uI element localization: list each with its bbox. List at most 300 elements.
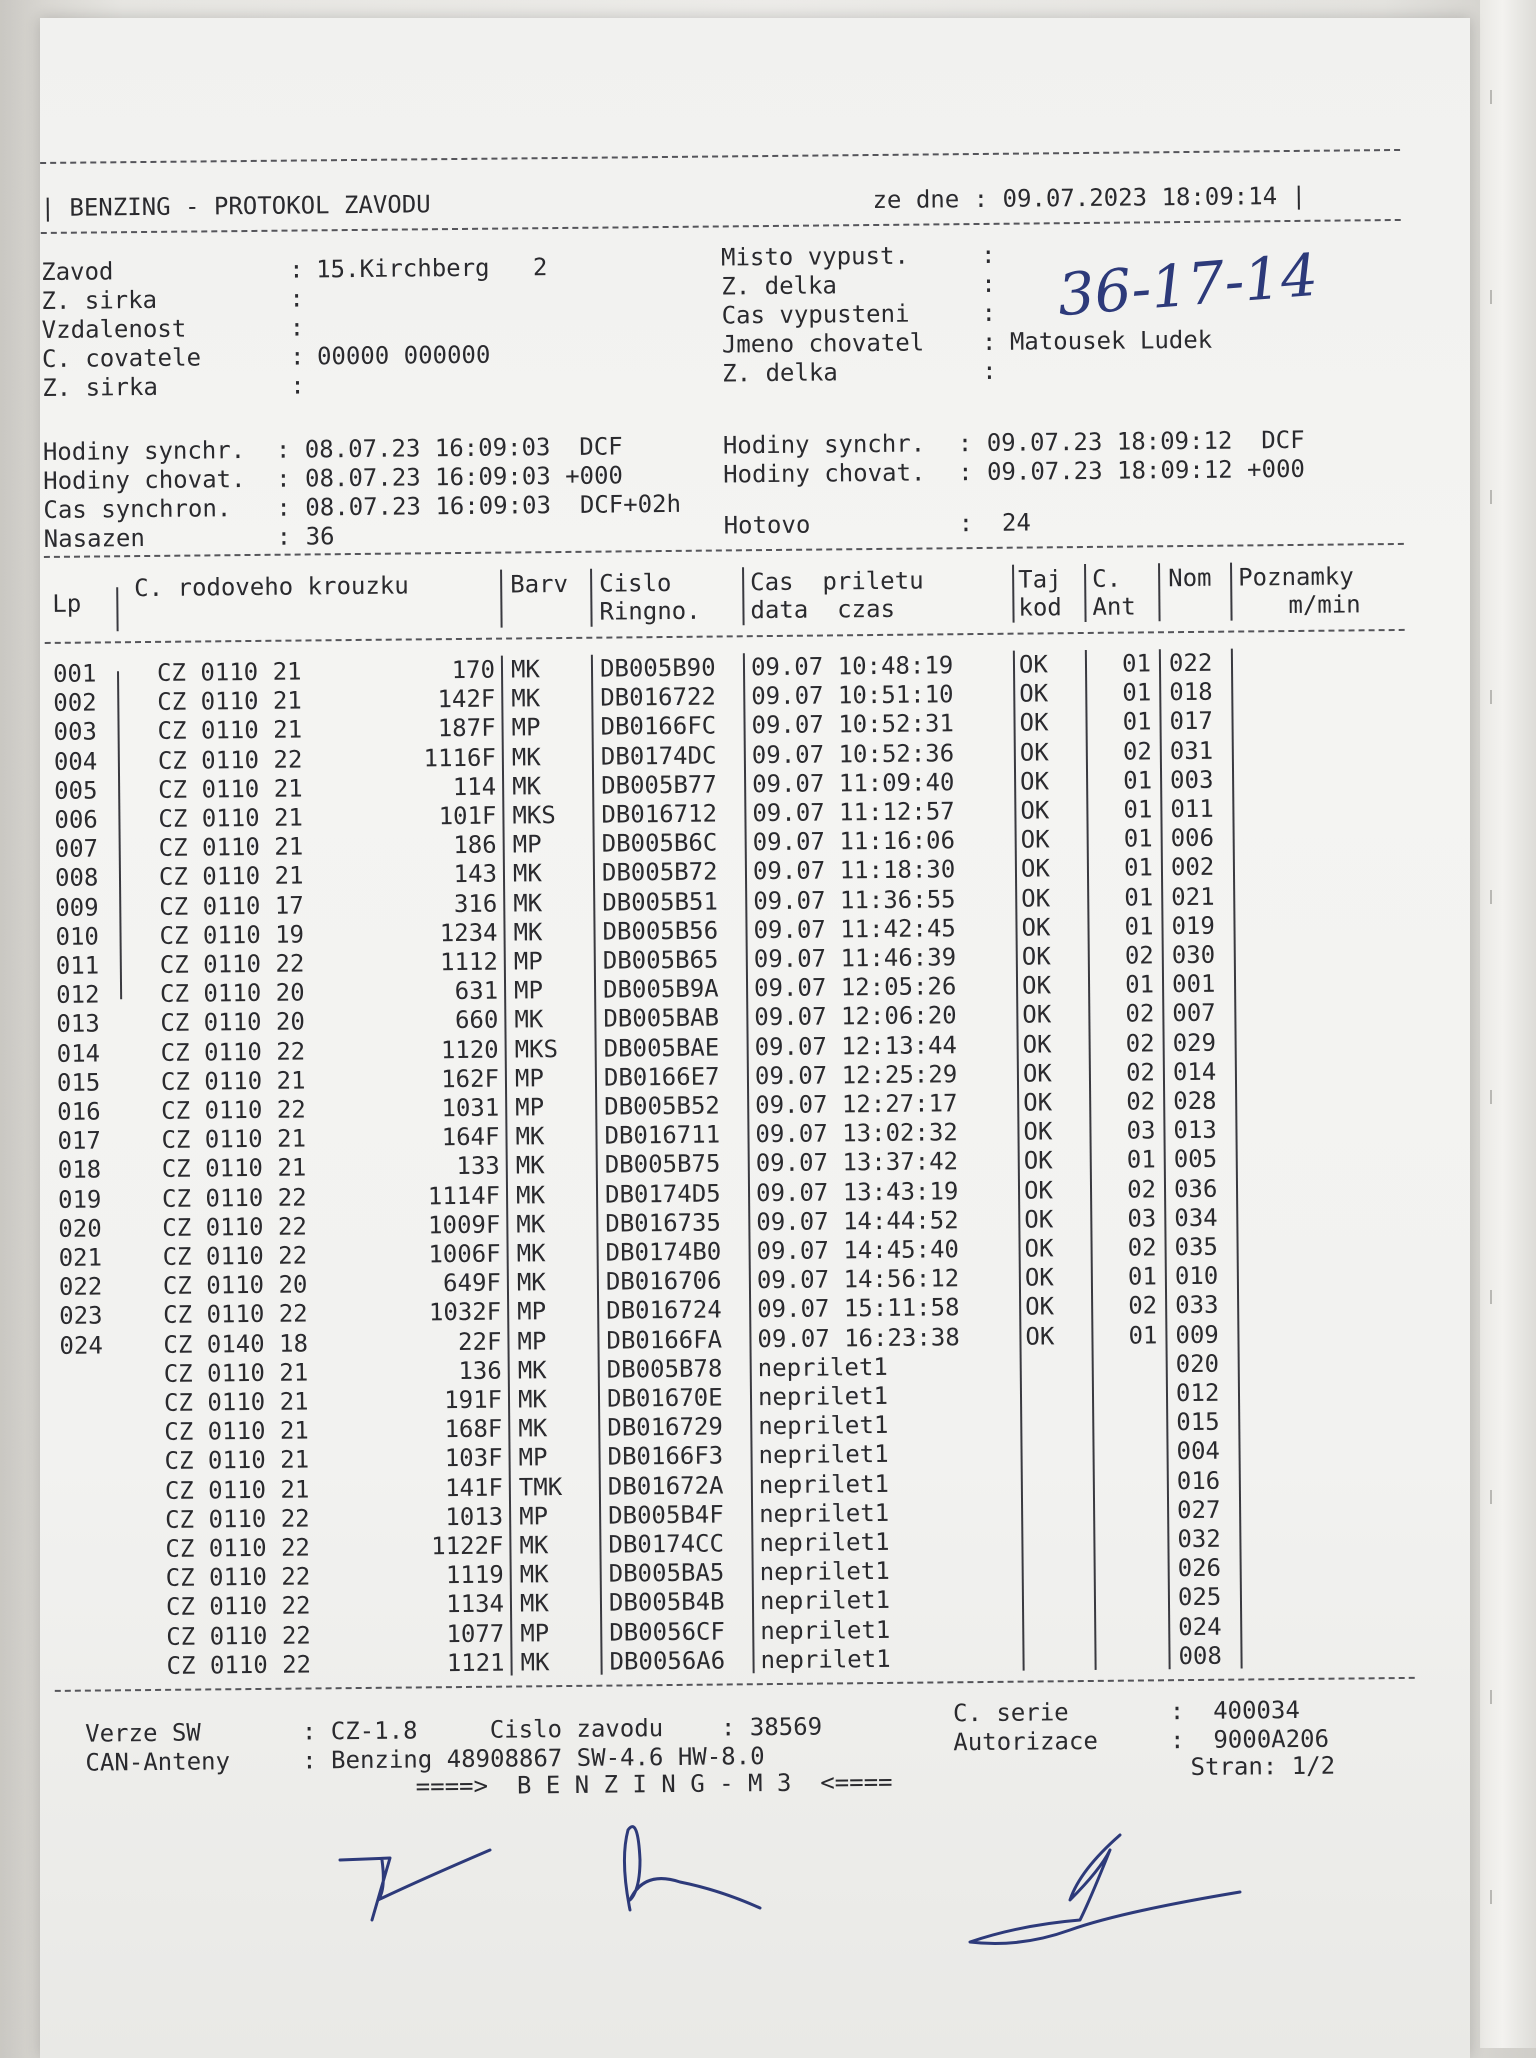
row-antenna [1092,1584,1160,1585]
row-secret-code: OK [1024,1234,1054,1263]
footer-authorization: Autorizace : 9000A206 [953,1724,1330,1757]
row-antenna [1092,1613,1160,1614]
row-nom: 031 [1169,736,1214,765]
row-antenna: 01 [1123,853,1154,883]
info-label: Z. sirka [41,285,158,315]
row-chip-number: DB005B4B [608,1587,725,1617]
row-ring: CZ 0110 21 [164,1445,310,1476]
row-color: MK [511,742,541,772]
col-lp: Lp [52,589,82,618]
row-arrival-time: 09.07 11:46:39 [753,943,957,974]
sync-value: : 08.07.23 16:09:03 DCF+02h [276,489,682,522]
row-secret-code: OK [1019,679,1049,708]
row-nom: 033 [1175,1291,1219,1320]
row-ring-number: 1119 [445,1560,504,1590]
row-color: MKS [514,1034,559,1064]
row-ring-number: 142F [437,684,496,714]
row-ring: CZ 0110 22 [165,1591,311,1622]
row-ring: CZ 0110 19 [159,920,305,950]
info-value: 00000 000000 [316,340,491,371]
row-ring-number: 1006F [428,1239,501,1269]
row-arrival-time: neprilet1 [757,1381,889,1412]
row-color: MK [511,684,541,713]
row-color: MP [517,1297,547,1326]
row-ring-number: 136 [458,1356,502,1385]
signature-2 [600,1820,780,1930]
row-lp: 001 [52,659,97,688]
row-arrival-time: 09.07 10:52:31 [751,709,954,740]
row-lp: 020 [58,1214,102,1243]
info-sep: : [290,371,305,400]
row-ring: CZ 0110 22 [165,1533,311,1563]
row-arrival-time: neprilet1 [757,1352,888,1382]
info-label: Misto vypust. [720,241,910,272]
row-nom: 006 [1170,823,1215,853]
row-nom: 002 [1170,853,1215,882]
row-nom: 004 [1176,1437,1221,1466]
col-nom: Nom [1168,563,1212,593]
signature-3 [960,1830,1250,1960]
row-lp: 013 [56,1009,100,1039]
row-antenna: 01 [1123,824,1153,853]
row-color: MK [516,1239,546,1268]
col-kod: kod [1018,593,1062,622]
row-antenna [1090,1350,1158,1351]
row-lp: 014 [56,1039,101,1068]
row-ring: CZ 0110 22 [161,1183,307,1213]
row-ring: CZ 0110 22 [157,745,303,775]
row-secret-code: OK [1022,1000,1052,1030]
row-ring-number: 141F [444,1473,503,1502]
row-color: MK [517,1355,547,1385]
row-secret-code: OK [1020,796,1050,825]
row-ring: CZ 0110 22 [165,1504,310,1534]
protocol-date: ze dne : 09.07.2023 18:09:14 | [872,181,1307,215]
sync-label: Hodiny synchr. [722,429,926,460]
sync-label: Hodiny chovat. [43,465,246,495]
row-secret-code: OK [1025,1321,1055,1351]
row-secret-code: OK [1021,913,1051,942]
row-color: MK [511,772,542,801]
row-ring-number: 168F [444,1414,503,1444]
row-antenna: 02 [1126,1087,1156,1116]
row-chip-number: DB005B56 [602,916,719,946]
footer-serial: C. serie : 400034 [952,1695,1300,1728]
row-lp: 015 [56,1068,101,1097]
row-arrival-time: 09.07 13:37:42 [755,1147,959,1178]
row-chip-number: DB01672A [607,1471,724,1501]
row-ring-number: 660 [454,1006,499,1035]
row-chip-number: DB005B90 [599,653,716,683]
row-color: MP [518,1443,548,1472]
row-antenna: 03 [1127,1204,1157,1233]
row-arrival-time: neprilet1 [759,1586,891,1616]
row-ring: CZ 0110 20 [162,1270,308,1301]
row-chip-number: DB005B77 [600,770,717,800]
row-chip-number: DB005BAE [603,1033,720,1063]
row-antenna: 01 [1127,1262,1157,1291]
breeder-name: Matousek Ludek [1009,325,1213,356]
row-color: MP [511,713,541,742]
footer-page: Stran: 1/2 [1190,1751,1336,1782]
row-secret-code: OK [1019,767,1050,796]
row-ring-number: 187F [437,714,496,743]
info-label: Cas vypusteni [721,299,910,330]
row-nom: 014 [1172,1057,1217,1086]
row-lp: 019 [57,1185,102,1214]
row-nom: 021 [1171,882,1215,911]
row-ring-number: 191F [444,1385,503,1415]
row-color: MK [518,1414,548,1443]
row-color: MP [513,947,543,976]
row-ring-number: 143 [453,860,498,889]
row-ring: CZ 0110 21 [157,715,303,746]
row-arrival-time: neprilet1 [760,1644,891,1674]
row-lp: 009 [55,893,99,922]
col-ring: C. rodoveho krouzku [134,571,409,603]
row-nom: 025 [1177,1583,1222,1612]
info-sep: : [289,284,305,313]
row-chip-number: DB005B72 [601,857,718,888]
row-lp: 011 [55,951,100,980]
row-arrival-time: neprilet1 [758,1411,889,1441]
row-arrival-time: 09.07 16:23:38 [757,1322,960,1353]
row-chip-number: DB016722 [600,682,717,712]
sync-label: Hotovo [723,510,811,540]
row-color: MP [514,1064,544,1093]
row-secret-code: OK [1021,971,1052,1000]
row-arrival-time: 09.07 11:09:40 [751,768,955,798]
row-chip-number: DB005B65 [602,945,719,975]
row-arrival-time: 09.07 14:45:40 [756,1235,960,1266]
row-ring-number: 103F [444,1444,503,1473]
row-lp: 018 [57,1155,102,1185]
row-nom: 032 [1177,1524,1221,1554]
row-ring: CZ 0110 20 [160,1007,306,1038]
row-ring: CZ 0110 21 [164,1475,310,1505]
row-chip-number: DB0166FA [606,1325,723,1355]
col-ringno: Ringno. [599,596,701,626]
row-secret-code: OK [1023,1146,1053,1175]
row-ring-number: 101F [438,801,497,831]
info-label: C. covatele [41,343,202,373]
row-lp: 008 [54,863,99,893]
row-secret-code: OK [1019,708,1049,738]
row-ring-number: 1114F [427,1181,501,1210]
row-ring-number: 114 [452,772,497,801]
row-chip-number: DB0166F3 [607,1441,724,1472]
row-antenna: 03 [1126,1116,1156,1145]
row-ring-number: 186 [453,830,497,860]
row-nom: 019 [1171,911,1215,940]
row-ring-number: 164F [441,1122,500,1152]
row-secret-code: OK [1024,1263,1054,1292]
row-ring-number: 649F [442,1268,502,1298]
row-ring-number: 1009F [427,1210,501,1240]
row-secret-code: OK [1018,650,1049,679]
row-arrival-time: 09.07 12:27:17 [755,1089,958,1120]
info-sep: : [289,342,305,371]
row-chip-number: DB005B78 [606,1354,723,1384]
row-arrival-time: 09.07 11:12:57 [752,797,955,828]
row-chip-number: DB005B6C [601,828,718,858]
row-ring: CZ 0110 21 [156,657,302,687]
row-nom: 010 [1174,1261,1219,1291]
row-arrival-time: 09.07 15:11:58 [757,1293,960,1324]
row-chip-number: DB0166FC [600,711,717,742]
row-antenna [1090,1438,1158,1439]
row-ring: CZ 0110 21 [158,861,304,892]
row-antenna: 01 [1122,707,1152,737]
row-nom: 022 [1168,648,1213,678]
footer-software: Verze SW : CZ-1.8 Cislo zavodu : 38569 [85,1712,823,1748]
row-chip-number: DB005B75 [604,1149,721,1180]
row-lp: 007 [54,834,99,864]
info-label: Z. delka [722,358,838,388]
row-chip-number: DB0174DC [600,741,717,771]
row-ring: CZ 0110 21 [160,1066,306,1096]
row-color: MK [519,1560,549,1589]
row-color: MK [515,1180,546,1210]
row-color: MK [512,859,543,888]
row-chip-number: DB005B52 [604,1091,720,1121]
row-chip-number: DB016729 [607,1412,724,1442]
row-color: MK [517,1385,548,1414]
row-ring-number: 1134 [446,1590,505,1619]
signature-1 [330,1820,510,1940]
row-nom: 011 [1170,794,1214,824]
row-arrival-time: 09.07 14:44:52 [756,1206,959,1236]
row-color: MP [513,976,544,1005]
col-m-min: m/min [1288,590,1361,620]
row-nom: 013 [1173,1115,1217,1145]
row-antenna: 01 [1121,649,1152,678]
protocol-title: | BENZING - PROTOKOL ZAVODU [40,190,431,222]
row-color: MK [519,1589,550,1618]
row-arrival-time: 09.07 11:42:45 [753,914,956,944]
row-lp: 004 [53,747,98,776]
handwritten-note: 36-17-14 [1055,240,1321,330]
row-ring: CZ 0110 21 [158,832,304,863]
row-arrival-time: 09.07 12:13:44 [754,1030,958,1061]
row-antenna: 01 [1125,970,1155,999]
row-ring-number: 1121 [446,1648,505,1677]
row-ring: CZ 0110 21 [158,803,304,833]
row-ring: CZ 0110 21 [161,1124,307,1155]
row-nom: 005 [1173,1145,1218,1174]
row-color: MK [513,918,543,947]
row-color: MK [515,1122,545,1151]
row-antenna [1092,1642,1160,1643]
row-nom: 009 [1175,1320,1219,1349]
row-nom: 007 [1172,999,1216,1028]
row-antenna: 01 [1123,766,1153,795]
row-color: MK [514,1005,544,1034]
row-antenna [1091,1496,1159,1497]
row-arrival-time: 09.07 10:51:10 [751,680,954,711]
row-lp: 016 [57,1097,101,1126]
row-arrival-time: 09.07 11:16:06 [752,826,956,857]
row-antenna: 02 [1127,1233,1157,1262]
row-ring: CZ 0110 20 [159,978,305,1009]
footer-antennas: CAN-Anteny : Benzing 48908867 SW-4.6 HW-8.0 [85,1742,765,1777]
row-nom: 027 [1176,1495,1221,1524]
row-ring: CZ 0110 21 [158,774,303,804]
row-nom: 035 [1174,1232,1219,1262]
row-antenna: 02 [1125,1028,1155,1058]
row-arrival-time: 09.07 11:18:30 [752,855,956,886]
row-chip-number: DB005B9A [602,974,719,1004]
row-ring: CZ 0140 18 [163,1329,309,1359]
row-antenna: 02 [1126,1174,1157,1204]
row-antenna [1091,1525,1159,1526]
row-nom: 024 [1178,1612,1222,1641]
row-lp: 010 [55,922,100,951]
info-label: Zavod [41,257,114,286]
row-secret-code: OK [1019,737,1049,767]
row-secret-code: OK [1020,854,1050,884]
row-antenna: 02 [1122,736,1152,766]
row-nom: 034 [1174,1203,1218,1232]
row-chip-number: DB016706 [605,1266,722,1296]
row-ring: CZ 0110 21 [157,686,302,717]
sync-value: : 08.07.23 16:09:03 DCF [275,432,623,464]
row-color: MK [516,1209,546,1239]
row-lp: 021 [58,1243,103,1272]
row-ring-number: 133 [456,1152,500,1181]
row-secret-code: OK [1023,1088,1053,1117]
row-ring-number: 1122F [431,1531,504,1561]
row-nom: 015 [1176,1407,1220,1437]
row-ring: CZ 0110 22 [162,1241,308,1271]
row-nom: 003 [1169,765,1214,794]
row-nom: 001 [1171,969,1216,999]
row-ring-number: 316 [453,889,498,918]
row-chip-number: DB005B51 [602,887,718,917]
row-color: MP [512,830,542,859]
row-arrival-time: neprilet1 [758,1498,890,1528]
row-chip-number: DB0174CC [608,1529,725,1559]
row-nom: 012 [1175,1378,1220,1408]
info-label: Z. sirka [42,372,159,402]
row-ring-number: 1031 [441,1093,500,1123]
row-chip-number: DB005B4F [607,1500,724,1530]
row-nom: 016 [1176,1466,1221,1495]
col-data-czas: data czas [750,594,896,625]
row-arrival-time: 09.07 12:06:20 [754,1001,957,1032]
row-lp: 017 [57,1126,102,1156]
row-chip-number: DB0056CF [609,1617,725,1647]
row-nom: 020 [1175,1349,1220,1378]
row-antenna: 02 [1125,999,1155,1029]
sync-value: : 08.07.23 16:09:03 +000 [276,461,624,493]
sync-value: : 36 [276,522,335,551]
row-secret-code: OK [1023,1175,1054,1205]
col-cislo: Cislo [599,568,672,598]
row-ring-number: 162F [441,1064,500,1093]
row-color: MP [519,1501,549,1531]
row-lp: 012 [55,980,100,1010]
row-chip-number: DB0174D5 [604,1179,721,1209]
row-ring: CZ 0110 17 [159,891,304,921]
row-color: MP [517,1326,547,1356]
row-chip-number: DB016712 [601,799,718,829]
row-arrival-time: 09.07 12:05:26 [753,972,957,1003]
row-secret-code: OK [1025,1292,1055,1321]
row-ring: CZ 0110 22 [166,1650,312,1680]
row-nom: 028 [1173,1086,1217,1116]
sync-label: Nasazen [43,524,146,553]
row-antenna: 02 [1125,1058,1156,1087]
row-chip-number: DB016735 [605,1208,722,1238]
row-color: MKS [512,801,556,830]
column-divider [116,587,118,631]
row-nom: 008 [1178,1641,1222,1670]
row-color: MK [515,1151,545,1180]
sync-value: : 09.07.23 18:09:12 +000 [958,454,1306,487]
row-ring: CZ 0110 22 [161,1095,306,1125]
row-ring: CZ 0110 22 [165,1562,311,1593]
row-antenna: 01 [1126,1145,1156,1175]
row-ring: CZ 0110 21 [163,1358,309,1388]
row-ring: CZ 0110 21 [161,1153,307,1184]
row-ring-number: 1077 [446,1619,505,1648]
row-ring-number: 631 [454,976,499,1006]
row-chip-number: DB005BAB [603,1003,720,1034]
sync-label: Hodiny synchr. [42,436,246,466]
row-antenna: 01 [1124,882,1154,912]
row-chip-number: DB016711 [604,1120,721,1150]
row-arrival-time: 09.07 12:25:29 [754,1060,958,1090]
col-taj: Taj [1018,565,1062,594]
row-chip-number: DB0166E7 [603,1062,720,1092]
col-ant: Ant [1092,592,1136,621]
row-nom: 017 [1169,707,1214,736]
row-antenna: 01 [1123,795,1153,824]
footer-brand: ====> B E N Z I N G - M 3 <==== [415,1767,893,1801]
row-antenna [1091,1467,1159,1468]
row-antenna: 02 [1128,1291,1158,1320]
row-ring: CZ 0110 21 [164,1416,309,1447]
info-label: Vzdalenost [41,314,187,344]
row-antenna: 01 [1124,912,1154,941]
row-arrival-time: neprilet1 [759,1557,890,1587]
row-ring: CZ 0110 22 [166,1621,311,1651]
row-chip-number: DB0174B0 [605,1237,722,1267]
info-sep: : [981,298,997,327]
row-secret-code: OK [1022,1059,1052,1088]
col-barv: Barv [510,569,569,599]
info-value: 15.Kirchberg 2 [316,253,548,284]
row-ring-number: 1032F [428,1298,502,1327]
row-antenna [1090,1409,1158,1410]
row-ring-number: 1120 [440,1035,499,1064]
row-color: MK [519,1531,549,1560]
sync-value: : 24 [958,508,1032,538]
info-label: Jmeno chovatel [721,328,925,359]
info-label: Z. delka [721,271,838,301]
row-arrival-time: neprilet1 [760,1615,891,1645]
row-lp: 023 [59,1301,103,1331]
sync-label: Hodiny chovat. [723,458,926,489]
row-secret-code: OK [1022,1029,1052,1059]
row-antenna: 02 [1124,941,1154,970]
row-arrival-time: 09.07 13:43:19 [755,1176,959,1207]
row-nom: 018 [1169,677,1213,707]
row-ring-number: 170 [451,655,496,685]
row-nom: 029 [1172,1028,1217,1057]
row-ring: CZ 0110 21 [163,1387,309,1417]
